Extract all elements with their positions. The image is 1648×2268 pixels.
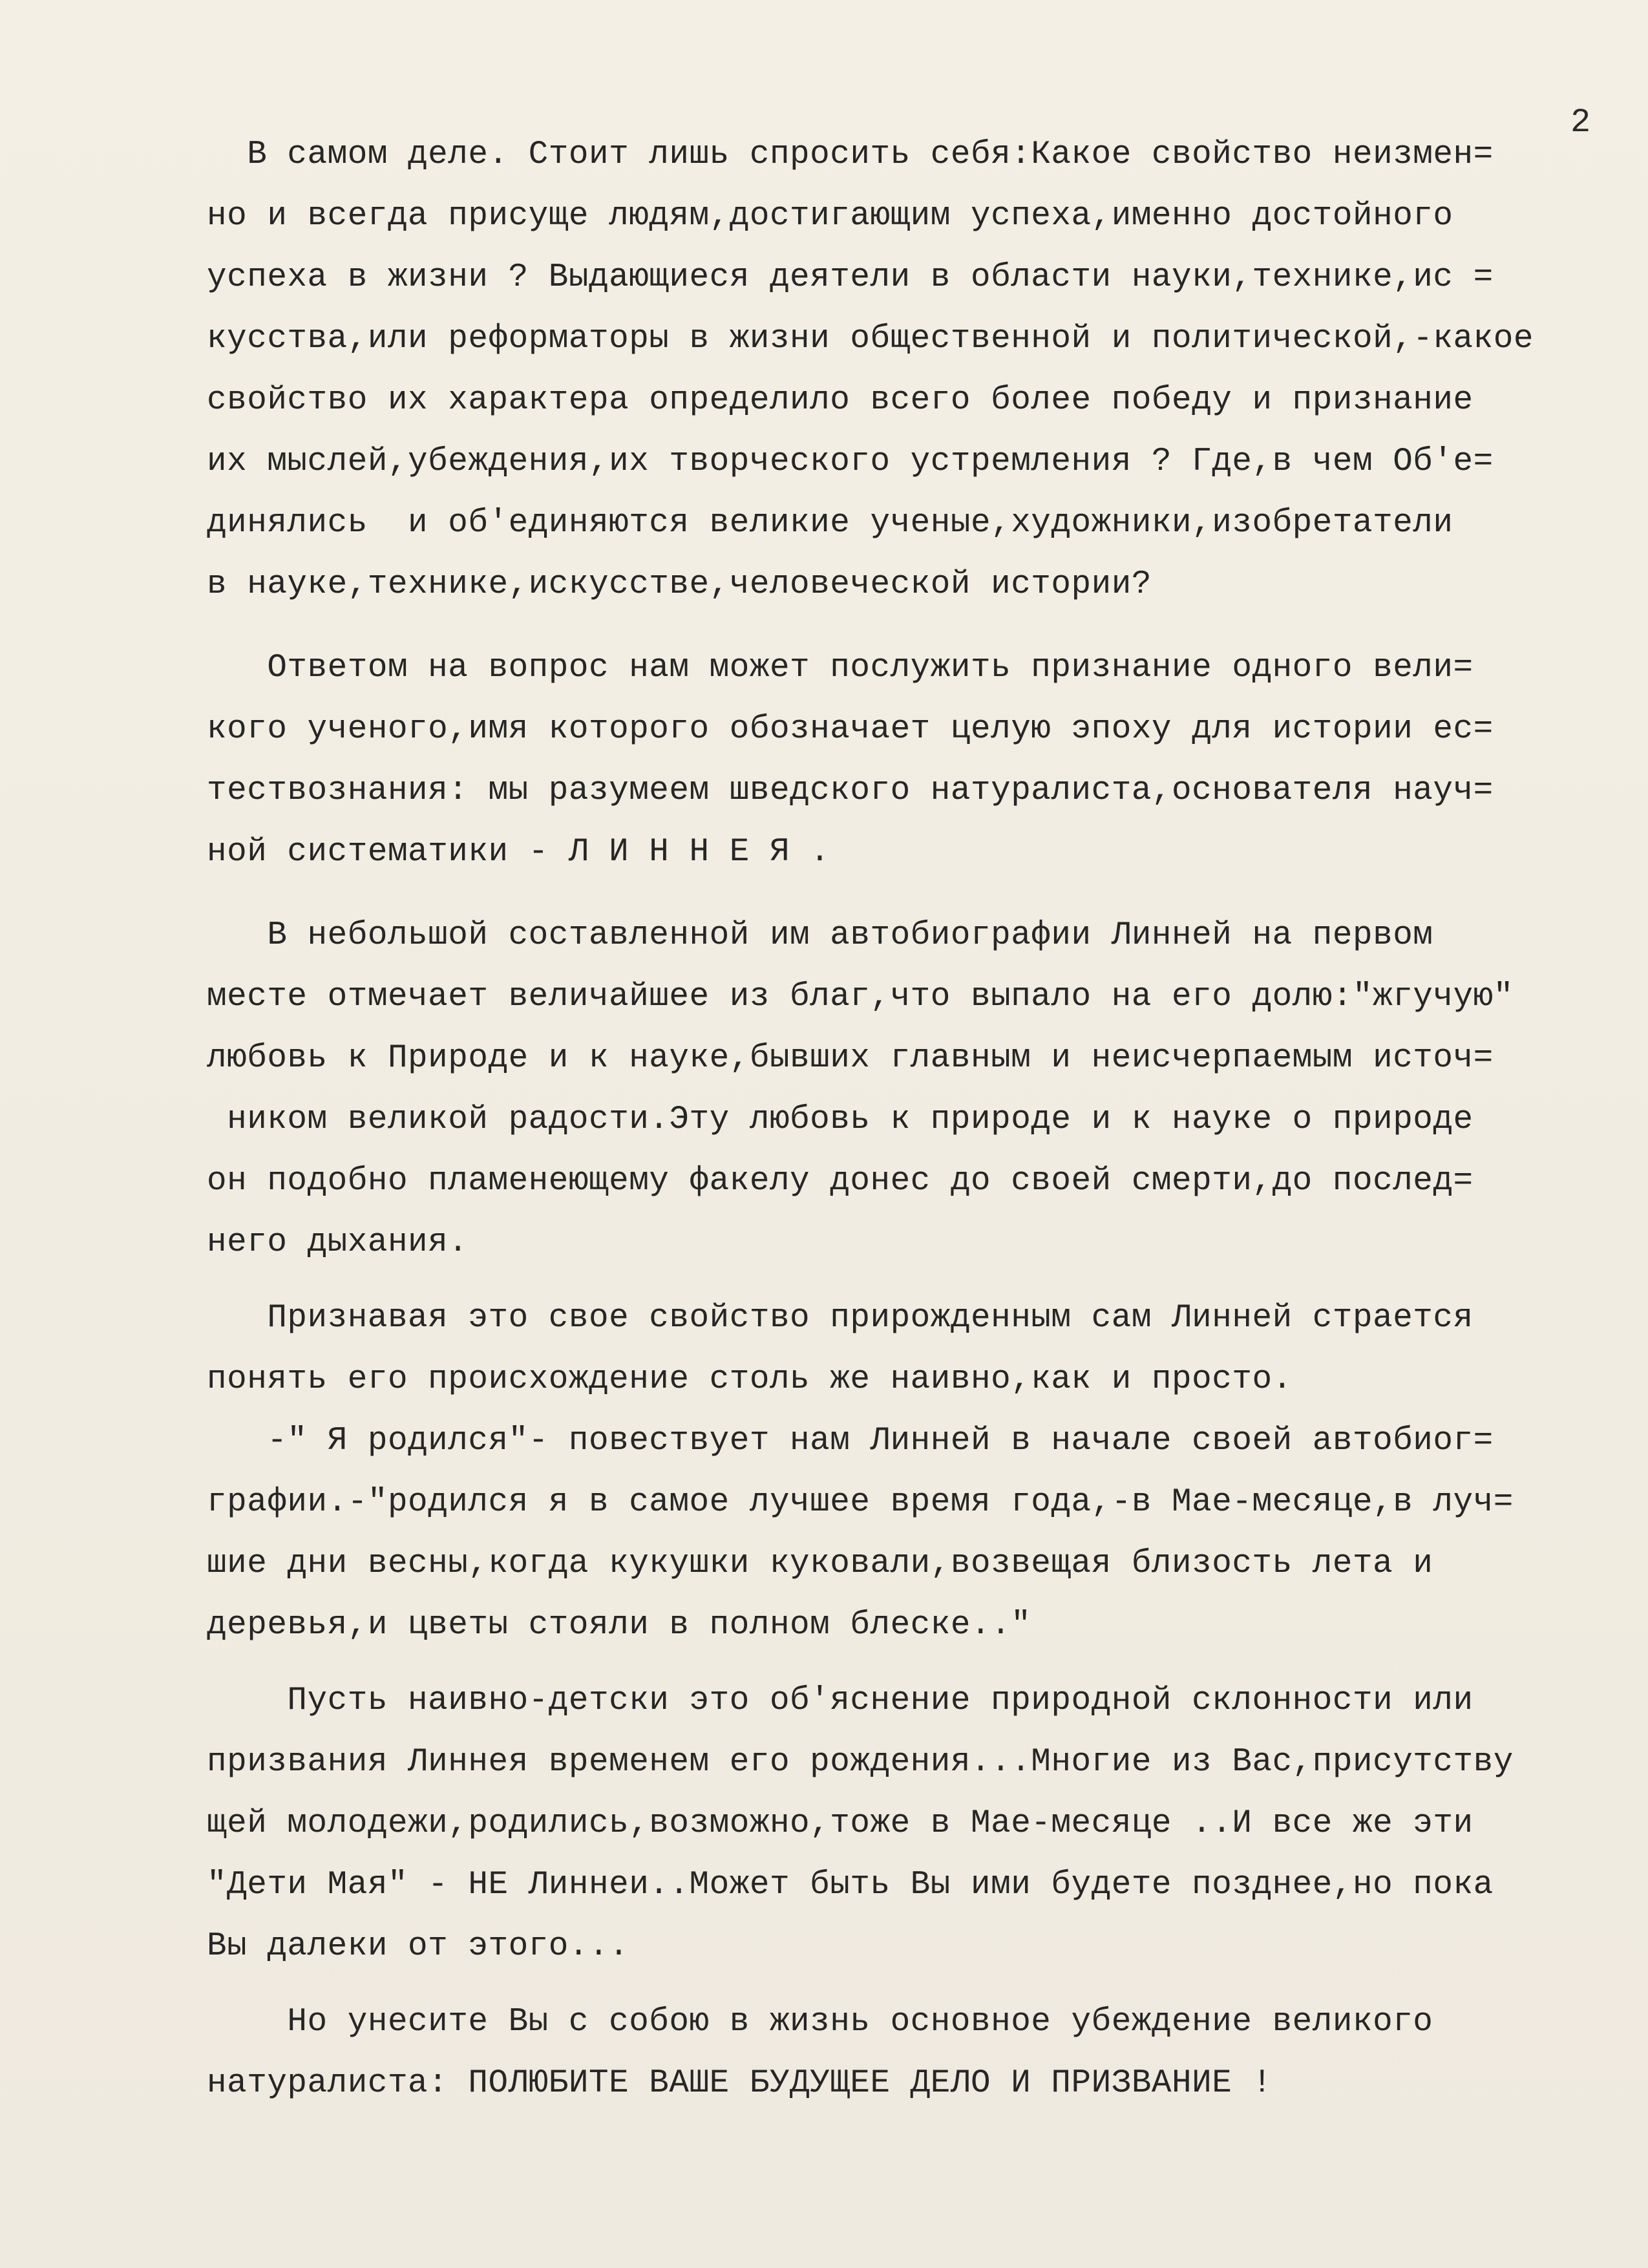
- text-line: Но унесите Вы с собою в жизнь основное убеждение великого: [207, 2004, 1433, 2040]
- text-line: Ответом на вопрос нам может послужить признание одного вели=: [207, 650, 1474, 686]
- text-line: понять его происхождение столь же наивно,как и просто.: [207, 1361, 1293, 1398]
- paragraph-3: [207, 905, 1616, 1273]
- text-line: щей молодежи,родились,возможно,тоже в Мае-месяце ..И все же эти: [207, 1805, 1474, 1842]
- text-line: кого ученого,имя которого обозначает целую эпоху для истории ес=: [207, 711, 1494, 748]
- text-line: тествознания: мы разумеем шведского натуралиста,основателя науч=: [207, 772, 1494, 809]
- text-line: В небольшой составленной им автобиографии Линней на первом: [207, 917, 1433, 954]
- text-line: Признавая это свое свойство прирожденным сам Линней страется: [207, 1300, 1474, 1337]
- paragraph-gap: [207, 883, 1616, 905]
- paragraph-5: [207, 1670, 1616, 1977]
- paragraph-2: [207, 637, 1616, 883]
- text-line: шие дни весны,когда кукушки куковали,возвещая близость лета и: [207, 1545, 1433, 1582]
- text-line: кусства,или реформаторы в жизни общественной и политической,-какое: [207, 321, 1534, 357]
- paragraph-gap: [207, 615, 1616, 637]
- page-number: 2: [1570, 103, 1591, 142]
- text-line: успеха в жизни ? Выдающиеся деятели в области науки,технике,ис =: [207, 259, 1494, 296]
- paragraph-gap: [207, 1977, 1616, 1991]
- text-line: любовь к Природе и к науке,бывших главным и неисчерпаемым источ=: [207, 1040, 1494, 1077]
- text-line: но и всегда присуще людям,достигающим успеха,именно достойного: [207, 198, 1453, 235]
- text-line: призвания Линнея временем его рождения...Многие из Вас,присутству: [207, 1744, 1514, 1781]
- text-line: месте отмечает величайшее из благ,что выпало на его долю:"жгучую": [207, 979, 1514, 1015]
- text-line: их мыслей,убеждения,их творческого устремления ? Где,в чем Об'е=: [207, 443, 1494, 480]
- paragraph-1: [207, 124, 1616, 615]
- text-line: графии.-"родился я в самое лучшее время года,-в Мае-месяце,в луч=: [207, 1484, 1514, 1521]
- paragraph-6: [207, 1991, 1616, 2114]
- text-line: деревья,и цветы стояли в полном блеске..": [207, 1607, 1031, 1644]
- paragraph-gap: [207, 1273, 1616, 1288]
- text-line: "Дети Мая" - НЕ Линнеи..Может быть Вы ими будете позднее,но пока: [207, 1867, 1494, 1903]
- text-line: натуралиста: ПОЛЮБИТЕ ВАШЕ БУДУЩЕЕ ДЕЛО И ПРИЗВАНИЕ !: [207, 2065, 1273, 2102]
- text-line: В самом деле. Стоит лишь спросить себя:Какое свойство неизмен=: [207, 136, 1494, 173]
- text-line: в науке,технике,искусстве,человеческой истории?: [207, 566, 1152, 603]
- text-line: Вы далеки от этого...: [207, 1928, 629, 1965]
- text-line: динялись и об'единяются великие ученые,художники,изобретатели: [207, 505, 1453, 542]
- paragraph-gap: [207, 1656, 1616, 1670]
- text-line: свойство их характера определило всего более победу и признание: [207, 382, 1474, 419]
- text-line: ной систематики - Л И Н Н Е Я .: [207, 834, 830, 871]
- text-line: он подобно пламенеющему факелу донес до своей смерти,до послед=: [207, 1163, 1474, 1200]
- text-line: -" Я родился"- повествует нам Линней в начале своей автобиог=: [207, 1423, 1494, 1459]
- text-line: Пусть наивно-детски это об'яснение природной склонности или: [207, 1682, 1474, 1719]
- paragraph-4: [207, 1288, 1616, 1656]
- document-body: [207, 124, 1616, 2114]
- text-line: ником великой радости.Эту любовь к природе и к науке о природе: [207, 1101, 1474, 1138]
- text-line: него дыхания.: [207, 1224, 469, 1261]
